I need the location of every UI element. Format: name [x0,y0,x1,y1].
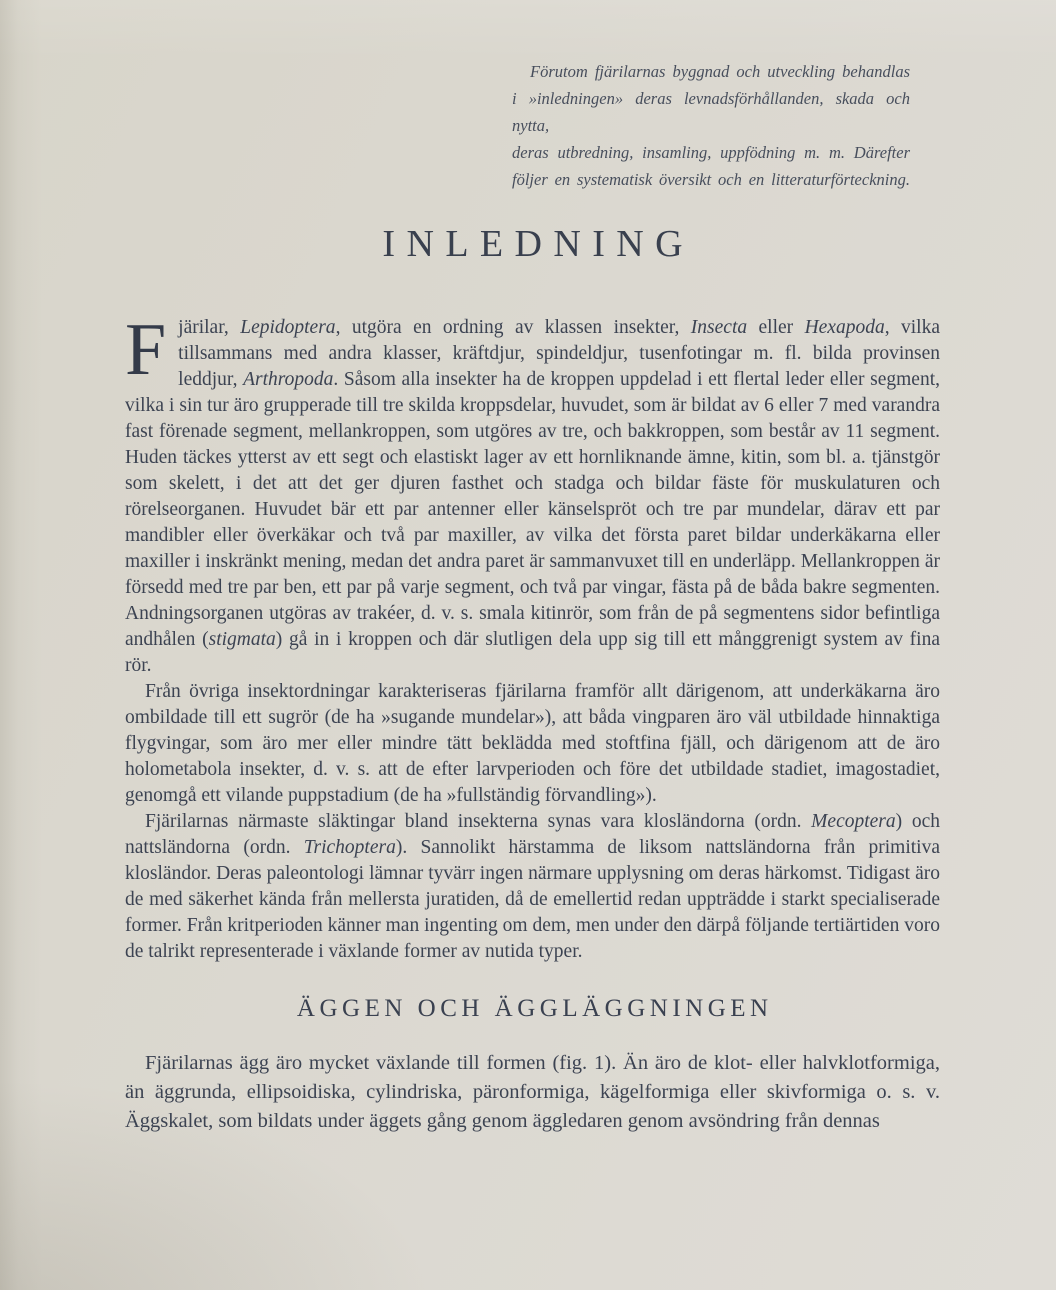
epigraph-line: Förutom fjärilarnas byggnad och utveckling behandlas [530,62,910,81]
epigraph [512,58,910,193]
text-segment: , utgöra en ordning av klassen insekter, [335,317,691,338]
section-heading: ÄGGEN OCH ÄGGLÄGGNINGEN [296,995,773,1022]
body-paragraph [125,809,940,965]
text-segment: ) och nattsländorna (ordn. [125,811,940,858]
body-paragraph [125,1049,940,1136]
latin-term: Mecoptera [811,811,896,832]
text-segment: ) gå in i kroppen och där slutligen dela upp sig till ett månggrenigt system av fina rör. [125,629,940,676]
latin-term: Hexapoda [804,317,885,338]
text-segment: . Såsom alla insekter ha de kroppen uppdelad i ett flertal leder eller segment, vilka i sin tur äro grupperade till tre skilda kroppsdelar, huvudet, som är bildat av 6 eller 7 med varandra fast förenade segment, mellankroppen, som utgöres av tre, och bakkroppen, som består av 11 segment. Huden täckes ytterst av ett segt och elastiskt lager av ett hornliknande ämne, kitin, som bl. a. tjänstgör som skelett, i det att det ger djuren fasthet och stadga och bildar fäste för muskulaturen och rörelseorganen. Huvudet bär ett par antenner eller känselspröt och tre par mundelar, därav ett par mandibler eller överkäkar och två par maxiller, av vilka det första paret bildar underkäkarna eller maxiller i inskränkt mening, medan det andra paret är sammanvuxet till en underläpp. Mellankroppen är försedd med tre par ben, ett par på varje segment, och två par vingar, fästa på de båda bakre segmenten. Andningsorganen utgöras av trakéer, d. v. s. smala kitinrör, som från de på segmentens sidor befintliga andhålen ( [125,369,940,650]
text-segment: ). Sannolikt härstamma de liksom nattsländorna från primitiva klosländor. Deras paleontologi lämnar tyvärr ingen närmare upplysning om deras härkomst. Tidigast äro de med säkerhet kända från mellersta juratiden, då de emellertid redan uppträdde i starkt specialiserade former. Från kritperioden känner man ingenting om dem, men under den därpå följande tertiärtiden voro de talrikt representerade i växlande former av nutida typer. [125,837,940,962]
text-segment: eller [747,317,805,338]
page-title: INLEDNING [382,223,694,265]
closing-paragraphs [125,1049,940,1136]
latin-term: Lepidoptera [240,317,336,338]
epigraph-line: följer en systematisk översikt och en litteraturförteckning. [512,170,910,189]
intro-paragraphs [125,309,940,965]
latin-term: Arthropoda [243,369,334,390]
body-paragraph [125,309,940,679]
text-segment: Fjärilarnas närmaste släktingar bland insekterna synas vara klosländorna (ordn. [145,811,812,832]
text-segment: , vilka tillsammans med andra klasser, kräftdjur, spindeldjur, tusenfotingar m. fl. bilda provinsen leddjur, [178,317,940,390]
body-paragraph [125,679,940,809]
text-segment: Från övriga insektordningar karakteriseras fjärilarna framför allt därigenom, att underkäkarna äro ombildade till ett sugrör (de ha »sugande mundelar»), att båda vingparen äro väl utbildade hinnaktiga flygvingar, som äro mer eller mindre tätt beklädda med stoftfina fjäll, och därigenom att de äro holometabola insekter, d. v. s. att de efter larvperioden och före det utbildade stadiet, imagostadiet, genomgå ett vilande puppstadium (de ha »fullständig förvandling»). [125,681,940,806]
text-segment: Fjärilarnas ägg äro mycket växlande till formen (fig. 1). Än äro de klot- eller halvklotformiga, än äggrunda, ellipsoidiska, cylindriska, päronformiga, kägelformiga eller skivformiga o. s. v. Äggskalet, som bildats under äggets gång genom äggledaren genom avsöndring från dennas [125,1052,940,1132]
latin-term: Trichoptera [303,837,396,858]
latin-term: stigmata [208,629,276,650]
epigraph-line: deras utbredning, insamling, uppfödning m. m. Därefter [512,143,910,162]
drop-cap: F [125,309,167,391]
latin-term: Insecta [690,317,748,338]
text-segment: järilar, [178,317,241,338]
page-content [125,309,940,1136]
epigraph-line: i »inledningen» deras levnadsförhållanden, skada och nytta, [512,89,910,135]
